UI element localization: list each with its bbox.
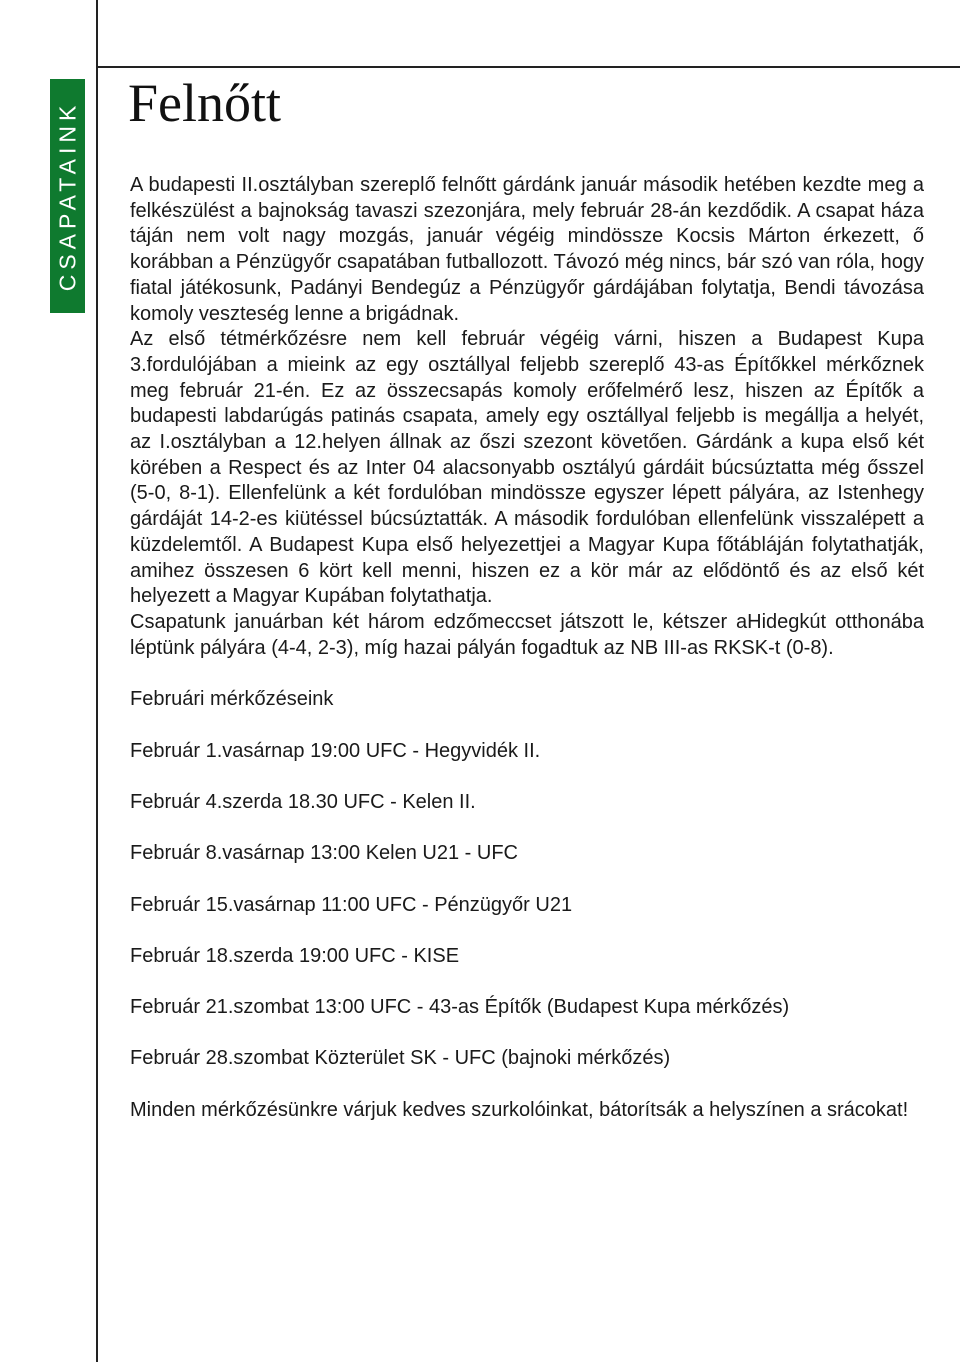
header-rule xyxy=(96,66,960,68)
paragraph-intro: A budapesti II.osztályban szereplő felnőtt gárdánk január második hetében kezdte meg a felkészülést a bajnokság tavaszi szezonjára, mely február 28-án kezdődik. A csapat háza táján nem volt nagy mozgás, január végéig mindössze Kocsis Márton érkezett, ő korábban a Pénzügyőr csapatában futballozott. Távozó még nincs, bár szó van róla, hogy fiatal játékosunk, Padányi Bendegúz a Pénzügyőr gárdájában folytatja, Bendi távozása komoly veszteség lenne a brigádnak. xyxy=(130,174,924,325)
list-item: Február 4.szerda 18.30 UFC - Kelen II. xyxy=(130,790,476,813)
section-tab xyxy=(50,79,85,313)
list-item: Február 18.szerda 19:00 UFC - KISE xyxy=(130,944,460,967)
list-item: Február 1.vasárnap 19:00 UFC - Hegyvidék II. xyxy=(130,739,541,762)
page-title: Felnőtt xyxy=(128,73,282,133)
paragraph-friendlies: Csapatunk januárban két három edzőmeccset játszott le, kétszer aHidegkút otthonába léptünk pályára (4-4, 2-3), míg hazai pályán fogadtuk az NB III-as RKSK-t (0-8). xyxy=(130,610,924,659)
list-item: Február 8.vasárnap 13:00 Kelen U21 - UFC xyxy=(130,842,518,865)
article-body xyxy=(130,173,924,1123)
vertical-rule xyxy=(96,0,98,1362)
list-item: Február 21.szombat 13:00 UFC - 43-as Építők (Budapest Kupa mérkőzés) xyxy=(130,996,790,1019)
closing-paragraph: Minden mérkőzésünkre várjuk kedves szurkolóinkat, bátorítsák a helyszínen a srácokat! xyxy=(130,1098,909,1121)
section-tab-label: CSAPATAINK xyxy=(54,100,80,292)
match-list xyxy=(130,739,924,1072)
list-item: Február 28.szombat Közterület SK - UFC (bajnoki mérkőzés) xyxy=(130,1047,671,1070)
paragraph-cup: Az első tétmérkőzésre nem kell február végéig várni, hiszen a Budapest Kupa 3.fordulójában a mieink az egy osztállyal feljebb szereplő 43-as Építőkkel mérkőznek meg február 21-én. Ez az összecsapás komoly erőfelmérő lesz, hiszen az Építők a budapesti labdarúgás patinás csapata, amely egy osztállyal feljebb is megállja a helyét, az I.osztályban a 12.helyen állnak az őszi szezont követően. Gárdánk a kupa első két körében a Respect és az Inter 04 alacsonyabb osztályú gárdáit búcsúztatta még ősszel (5-0, 8-1). Ellenfelünk a két fordulóban mindössze egyszer lépett pályára, az Istenhegy gárdáját 14-2-es kiütéssel búcsúztatták. A második fordulóban ellenfelünk visszalépett a küzdelemtől. A Budapest Kupa első helyezettjei a Magyar Kupa főtábláján folytathatják, amihez összesen 6 kört kell menni, hiszen ez a kör már az elődöntő és az első két helyezett a Magyar Kupában folytathatja. xyxy=(130,328,924,608)
list-item: Február 15.vasárnap 11:00 UFC - Pénzügyőr U21 xyxy=(130,893,573,916)
matches-heading: Februári mérkőzéseink xyxy=(130,688,334,711)
